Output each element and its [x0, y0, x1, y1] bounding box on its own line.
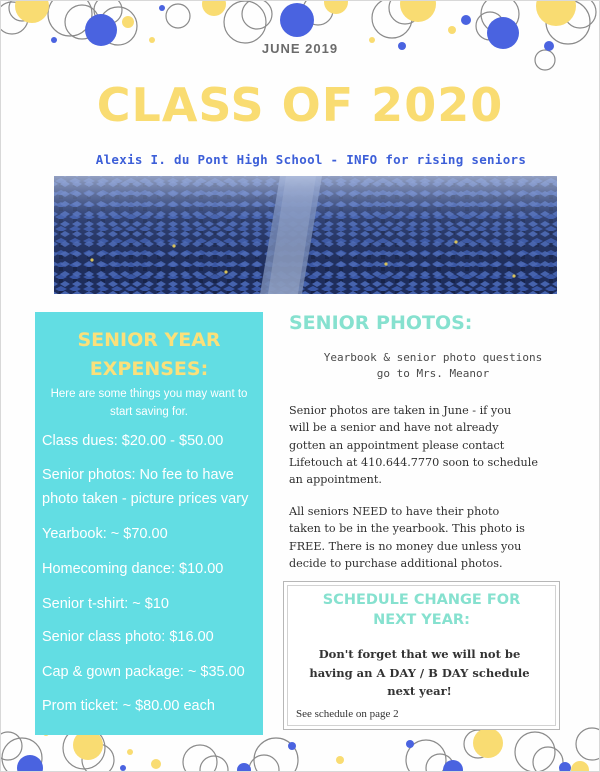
expense-item: Senior t-shirt: ~ $10 [42, 596, 169, 612]
expense-item: Senior class photo: $16.00 [42, 629, 214, 645]
newsletter-subtitle: Alexis I. du Pont High School - INFO for rising seniors [95, 152, 527, 167]
expenses-intro: Here are some things you may want to start saving for. [50, 388, 248, 418]
expenses-panel [35, 312, 263, 735]
expense-item: Class dues: $20.00 - $50.00 [42, 433, 224, 449]
photo-appointment-paragraph: Senior photos are taken in June - if you will be a senior and have not already gotten an appointment please contact Lifetouch at 410.644.7770 soon to schedule an appointment. [289, 404, 538, 487]
photo-required-paragraph: All seniors NEED to have their photo taken to be in the yearbook. This photo is FREE. There is no money due unless you decide to purchase additional photos. [289, 505, 525, 570]
expense-item: Senior photos: No fee to have photo taken - picture prices vary [42, 467, 249, 507]
newsletter-title: CLASS OF 2020 [96, 78, 504, 132]
schedule-change-message: Don't forget that we will not be having an A DAY / B DAY schedule next year! [309, 647, 530, 698]
expense-item: Homecoming dance: $10.00 [42, 561, 224, 577]
schedule-change-heading: SCHEDULE CHANGE FOR NEXT YEAR: [322, 592, 521, 628]
expense-item: Cap & gown package: ~ $35.00 [42, 664, 245, 680]
senior-photos-heading: SENIOR PHOTOS: [289, 312, 473, 334]
photo-questions-contact: Yearbook & senior photo questions go to Mrs. Meanor [323, 351, 543, 380]
schedule-page-reference: See schedule on page 2 [296, 708, 399, 720]
newsletter-date: JUNE 2019 [261, 41, 339, 56]
expense-item: Prom ticket: ~ $80.00 each [42, 698, 215, 714]
schedule-change-box [283, 581, 560, 730]
graduation-photo [54, 176, 557, 294]
expenses-heading: SENIOR YEAR EXPENSES: [77, 329, 221, 380]
expense-item: Yearbook: ~ $70.00 [42, 526, 168, 542]
